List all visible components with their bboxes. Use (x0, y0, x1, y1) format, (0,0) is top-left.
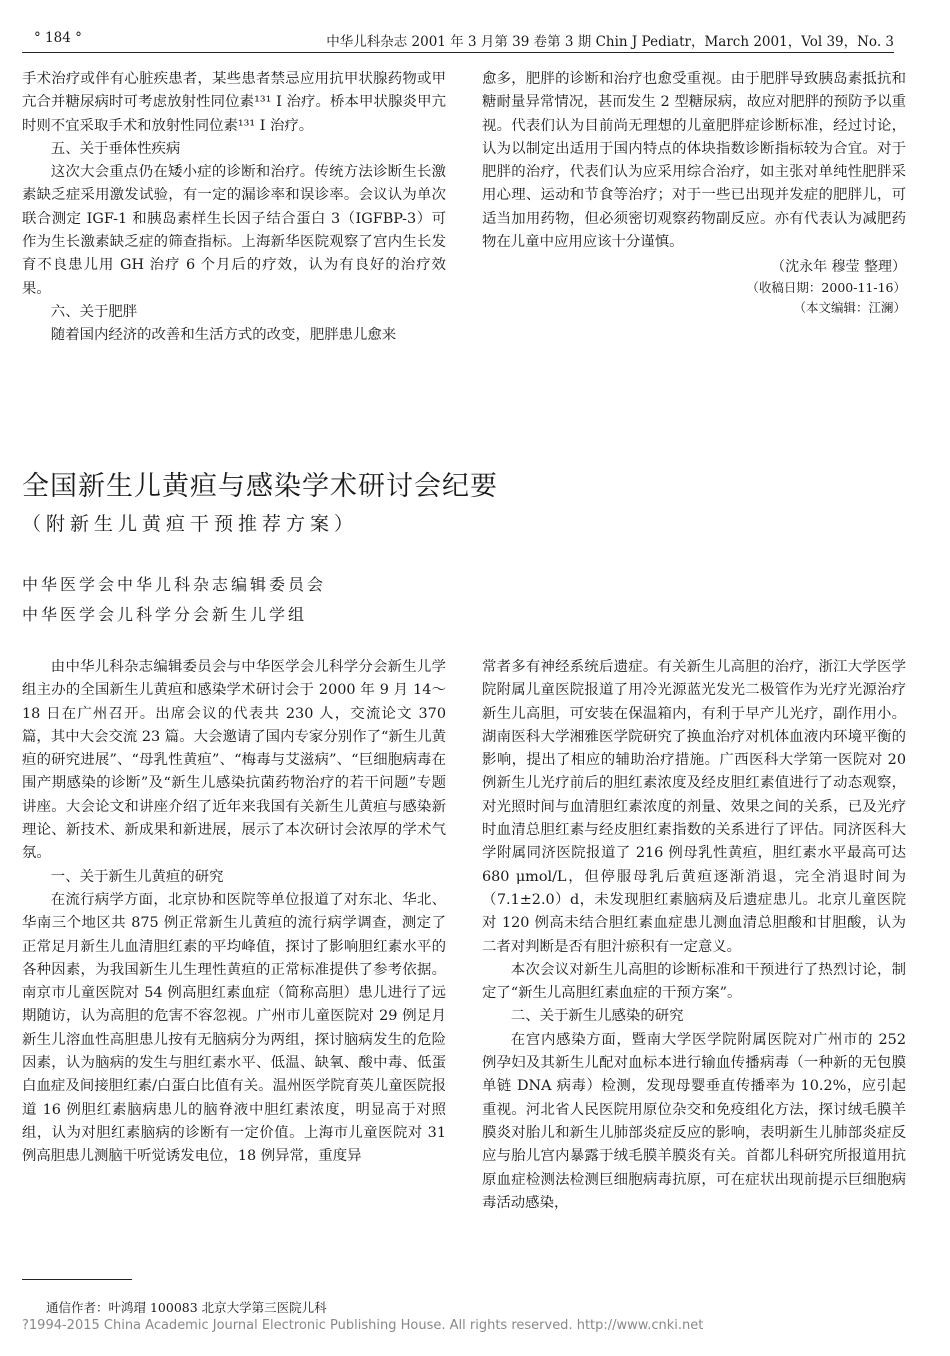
paragraph: 由中华儿科杂志编辑委员会与中华医学会儿科学分会新生儿学组主办的全国新生儿黄疸和感染学术研讨会于 2000 年 9 月 14～18 日在广州召开。出席会议的代表共 230 人，交流论文 370 篇，其中大会交流 23 篇。大会邀请了国内专家分别作了“新生儿黄疸的研究进展”、“母乳性黄疸”、“梅毒与艾滋病”、“巨细胞病毒在围产期感染的诊断”及“新生儿感染抗菌药物治疗的若干问题”专题讲座。大会论文和讲座介绍了近年来我国有关新生儿黄疸与感染新理论、新技术、新成果和新进展，展示了本次研讨会浓厚的学术气氛。 (22, 659, 446, 862)
author-list (22, 570, 326, 630)
article-right-column (482, 656, 906, 1215)
paragraph: 在宫内感染方面，暨南大学医学院附属医院对广州市的 252 例孕妇及其新生儿配对血标本进行输血传播病毒（一种新的无包膜单链 DNA 病毒）检测，发现母婴垂直传播率为 10.2%，应引起重视。河北省人民医院用原位杂交和免疫组化方法，探讨绒毛膜羊膜炎对胎儿和新生儿肺部炎症反应的影响，表明新生儿肺部炎症反应与胎儿宫内暴露于绒毛膜羊膜炎有关。首都儿科研究所报道用抗原血症检测法检测巨细胞病毒抗原，可在症状出现前提示巨细胞病毒活动感染， (482, 1031, 906, 1211)
page-number: ° 184 ° (34, 30, 82, 46)
running-header (22, 30, 894, 53)
paragraph: 常者多有神经系统后遗症。有关新生儿高胆的治疗，浙江大学医学院附属儿童医院报道了用冷光源蓝光发光二极管作为光疗光源治疗新生儿高胆，可安装在保温箱内，有利于早产儿光疗，副作用小。湖南医科大学湘雅医学院研究了换血治疗对机体血液内环境平衡的影响，提出了相应的辅助治疗措施。广西医科大学第一医院对 20 例新生儿光疗前后的胆红素浓度及经皮胆红素值进行了动态观察，对光照时间与血清胆红素浓度的剂量、效果之间的关系，已及光疗时血清总胆红素与经皮胆红素指数的关系进行了评估。同济医科大学附属同济医院报道了 216 例母乳性黄疸，胆红素水平最高可达 680 μmol/L，但停服母乳后黄疸逐渐消退，完全消退时间为（7.1±2.0）d，未发现胆红素脑病及后遗症患儿。北京儿童医院对 120 例高未结合胆红素血症患儿测血清总胆酸和甘胆酸，认为二者对判断是否有胆汁瘀积有一定意义。 (482, 659, 906, 955)
section-heading: 五、关于垂体性疾病 (50, 140, 181, 157)
prev-article-left-column (22, 68, 446, 348)
paragraph: 在流行病学方面，北京协和医院等单位报道了对东北、华北、华南三个地区共 875 例正常新生儿黄疸的流行病学调查，测定了正常足月新生儿血清胆红素的平均峰值，探讨了影响胆红素水平的各种因素，为我国新生儿生理性黄疸的正常标准提供了参考依据。南京市儿童医院对 54 例高胆红素血症（简称高胆）患儿进行了远期随访，认为高胆的危害不容忽视。广州市儿童医院对 29 例足月新生儿溶血性高胆患儿按有无脑病分为两组，探讨脑病发生的危险因素，认为脑病的发生与胆红素水平、低温、缺氧、酸中毒、低蛋白血症及间接胆红素/白蛋白比值有关。温州医学院育英儿童医院报道 16 例胆红素脑病患儿的脑脊液中胆红素浓度，明显高于对照组，认为对胆红素脑病的诊断有一定价值。上海市儿童医院对 31 例高胆患儿测脑干听觉诱发电位，18 例异常，重度异 (22, 891, 446, 1165)
received-date: （收稿日期：2000-11-16） (746, 280, 906, 296)
article-title: 全国新生儿黄疸与感染学术研讨会纪要 (22, 471, 498, 502)
paragraph: 本次会议对新生儿高胆的诊断标准和干预进行了热烈讨论，制定了“新生儿高胆红素血症的干预方案”。 (482, 961, 906, 1002)
section-heading: 一、关于新生儿黄疸的研究 (50, 868, 224, 885)
paragraph: 随着国内经济的改善和生活方式的改变，肥胖患儿愈来 (50, 327, 397, 344)
author: 中华医学会中华儿科杂志编辑委员会 (22, 575, 327, 594)
article-subtitle: （附新生儿黄疸干预推荐方案） (22, 513, 359, 535)
footnote-rule (22, 1279, 132, 1280)
article-left-column (22, 656, 446, 1169)
paragraph: 手术治疗或伴有心脏疾患者，某些患者禁忌应用抗甲状腺药物或甲亢合并糖尿病时可考虑放射性同位素¹³¹ I 治疗。桥本甲状腺炎甲亢时则不宜采取手术和放射性同位素¹³¹ I 治疗。 (22, 71, 446, 134)
editor-byline: （沈永年 穆莹 整理） (771, 259, 906, 276)
section-heading: 二、关于新生儿感染的研究 (510, 1008, 684, 1025)
section-heading: 六、关于肥胖 (50, 303, 138, 320)
paragraph: 愈多，肥胖的诊断和治疗也愈受重视。由于肥胖导致胰岛素抵抗和糖耐量异常情况，甚而发生 2 型糖尿病，故应对肥胖的预防予以重视。代表们认为目前尚无理想的儿童肥胖症诊断标准，经过讨论，认为以制定出适用于国内特点的体块指数诊断指标较为合宜。对于肥胖的治疗，代表们认为应采用综合治疗，如主张对单纯性肥胖采用心理、运动和节食等治疗；对于一些已出现并发症的肥胖儿，可适当加用药物，但必须密切观察药物副反应。亦有代表认为减肥药物在儿童中应用应该十分谨慎。 (482, 71, 906, 251)
journal-citation: 中华儿科杂志 2001 年 3 月第 39 卷第 3 期 Chin J Pediatr，March 2001，Vol 39，No. 3 (326, 34, 894, 50)
corresponding-author-footnote: 通信作者：叶鸿瑁 100083 北京大学第三医院儿科 (46, 1300, 327, 1315)
prev-article-right-column (482, 68, 906, 318)
paragraph: 这次大会重点仍在矮小症的诊断和治疗。传统方法诊断生长激素缺乏症采用激发试验，有一定的漏诊率和误诊率。会议认为单次联合测定 IGF-1 和胰岛素样生长因子结合蛋白 3（IGFBP-3）可作为生长激素缺乏症的筛查指标。上海新华医院观察了宫内生长发育不良患儿用 GH 治疗 6 个月后的疗效，认为有良好的治疗效果。 (22, 164, 446, 297)
copy-editor: （本文编辑：江澜） (793, 300, 906, 316)
author: 中华医学会儿科学分会新生儿学组 (22, 605, 308, 624)
copyright-notice: ?1994-2015 China Academic Journal Electronic Publishing House. All rights reserved. http://www.cnki.net (22, 1318, 704, 1333)
